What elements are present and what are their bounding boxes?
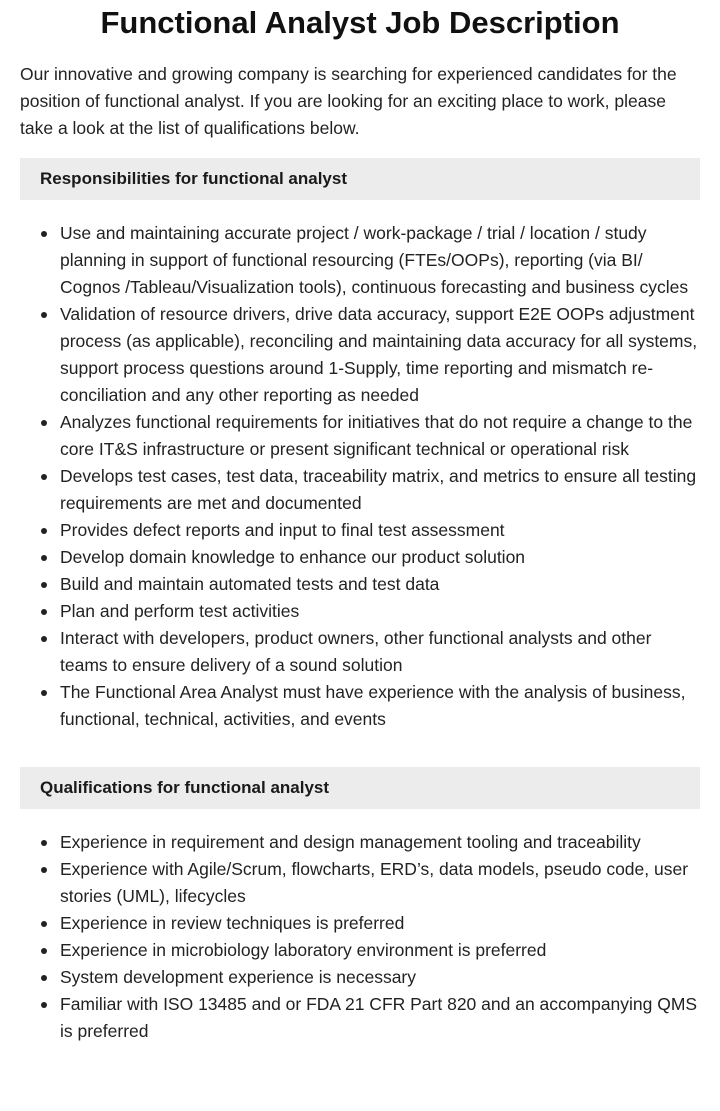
intro-paragraph: Our innovative and growing company is searching for experienced candidates for the position of functional analyst. If you are looking for an exciting place to work, please take a look at the list of qualifications below. — [20, 64, 677, 138]
list-item: Experience with Agile/Scrum, flowcharts, ERD’s, data models, pseudo code, user stories (UML), lifecycles — [60, 856, 700, 910]
list-item: Experience in review techniques is preferred — [60, 910, 700, 937]
list-item: System development experience is necessary — [60, 964, 700, 991]
qualifications-list — [20, 829, 700, 1045]
section-spacer — [20, 733, 700, 751]
page-title: Functional Analyst Job Description — [100, 5, 620, 40]
list-item: Use and maintaining accurate project / work-package / trial / location / study planning in support of functional resourcing (FTEs/OOPs), reporting (via BI/ Cognos /Tableau/Visualization tools), continuous forecasting and business cycles — [60, 220, 700, 301]
list-item: Interact with developers, product owners, other functional analysts and other teams to ensure delivery of a sound solution — [60, 625, 700, 679]
list-item: Develop domain knowledge to enhance our product solution — [60, 544, 700, 571]
list-item: Validation of resource drivers, drive data accuracy, support E2E OOPs adjustment process (as applicable), reconciling and maintaining data accuracy for all systems, support process questions around 1-Supply, time reporting and mismatch re-conciliation and any other reporting as needed — [60, 301, 700, 409]
responsibilities-heading: Responsibilities for functional analyst — [20, 158, 700, 200]
list-item: The Functional Area Analyst must have experience with the analysis of business, functional, technical, activities, and events — [60, 679, 700, 733]
list-item: Provides defect reports and input to final test assessment — [60, 517, 700, 544]
list-item: Familiar with ISO 13485 and or FDA 21 CFR Part 820 and an accompanying QMS is preferred — [60, 991, 700, 1045]
list-item: Develops test cases, test data, traceability matrix, and metrics to ensure all testing requirements are met and documented — [60, 463, 700, 517]
list-item: Analyzes functional requirements for initiatives that do not require a change to the core IT&S infrastructure or present significant technical or operational risk — [60, 409, 700, 463]
list-item: Plan and perform test activities — [60, 598, 700, 625]
list-item: Experience in microbiology laboratory environment is preferred — [60, 937, 700, 964]
list-item: Experience in requirement and design management tooling and traceability — [60, 829, 700, 856]
qualifications-heading: Qualifications for functional analyst — [20, 767, 700, 809]
list-item: Build and maintain automated tests and test data — [60, 571, 700, 598]
responsibilities-list — [20, 220, 700, 733]
